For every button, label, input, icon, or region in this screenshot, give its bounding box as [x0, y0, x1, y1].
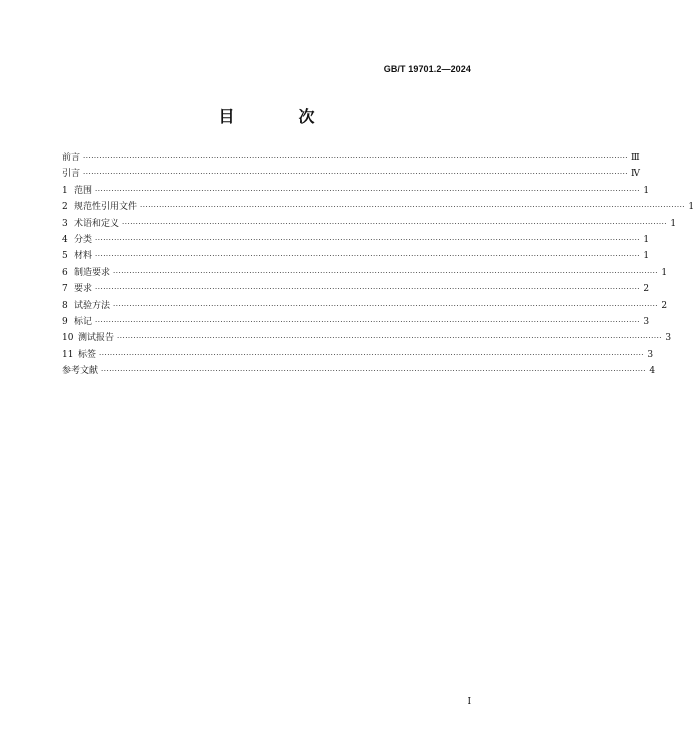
toc-entry-label: 术语和定义: [74, 218, 120, 229]
toc-entry-number: 2: [62, 202, 68, 213]
toc-entry[interactable]: [62, 248, 650, 264]
toc-entry-page: 3: [665, 333, 672, 344]
toc-entry-page: 3: [647, 349, 654, 360]
toc-entry-label: 分类: [74, 234, 93, 245]
toc-entry-page: 1: [643, 185, 650, 196]
toc-leader-dots: ········································································································································································································: [83, 154, 629, 162]
toc-entry[interactable]: [62, 232, 650, 248]
toc-entry-number: 4: [62, 234, 68, 245]
toc-entry-page: Ⅳ: [631, 169, 641, 180]
toc-entry-label: 引言: [62, 169, 81, 180]
page-number: I: [467, 697, 471, 707]
toc-entry-page: 1: [643, 251, 650, 262]
toc-entry-page: 2: [661, 300, 668, 311]
toc-entry-number: 10: [62, 333, 74, 344]
toc-entry[interactable]: [62, 166, 641, 182]
toc-entry[interactable]: [62, 330, 672, 346]
toc-entry[interactable]: [62, 363, 656, 379]
toc-entry-label: 试验方法: [74, 300, 111, 311]
toc-entry-label: 制造要求: [74, 267, 111, 278]
toc-leader-dots: ········································································································································································································: [122, 219, 668, 228]
toc-entry[interactable]: [62, 347, 654, 363]
table-of-contents: [62, 150, 694, 379]
toc-entry[interactable]: [62, 199, 694, 215]
toc-entry[interactable]: [62, 265, 668, 281]
toc-entry[interactable]: [62, 216, 677, 232]
toc-entry[interactable]: [62, 281, 650, 297]
standard-code: GB/T 19701.2—2024: [383, 64, 471, 74]
toc-leader-dots: ········································································································································································································: [140, 203, 686, 212]
toc-leader-dots: ········································································································································································································: [113, 301, 659, 310]
toc-leader-dots: ········································································································································································································: [95, 235, 641, 244]
toc-entry-page: 1: [688, 202, 694, 213]
toc-entry[interactable]: [62, 150, 640, 166]
toc-leader-dots: ········································································································································································································: [101, 367, 647, 376]
toc-leader-dots: ········································································································································································································: [95, 252, 641, 261]
toc-entry-label: 标签: [78, 349, 97, 360]
toc-leader-dots: ········································································································································································································: [113, 268, 659, 277]
page-title: 目 次: [218, 107, 339, 126]
toc-entry-number: 9: [62, 316, 68, 327]
toc-leader-dots: ········································································································································································································: [117, 334, 663, 343]
toc-entry-number: 6: [62, 267, 68, 278]
toc-entry-label: 前言: [62, 153, 81, 163]
toc-entry-number: 3: [62, 218, 68, 229]
toc-leader-dots: ········································································································································································································: [99, 350, 645, 359]
toc-entry-number: 1: [62, 185, 68, 196]
toc-entry-label: 材料: [74, 251, 93, 262]
toc-entry-page: 4: [649, 366, 656, 377]
toc-entry-page: 1: [670, 218, 677, 229]
toc-entry-page: 1: [661, 267, 668, 278]
toc-entry-page: 2: [643, 284, 650, 295]
toc-entry-page: Ⅲ: [631, 153, 640, 163]
toc-entry-label: 测试报告: [78, 333, 115, 344]
toc-entry[interactable]: [62, 298, 668, 314]
toc-leader-dots: ········································································································································································································: [95, 285, 641, 294]
toc-entry[interactable]: [62, 314, 650, 330]
toc-entry-label: 范围: [74, 185, 93, 196]
toc-entry-number: 5: [62, 251, 68, 262]
toc-leader-dots: ········································································································································································································: [83, 170, 629, 179]
toc-entry-page: 1: [643, 234, 650, 245]
toc-leader-dots: ········································································································································································································: [95, 186, 641, 195]
toc-entry-number: 8: [62, 300, 68, 311]
toc-entry-label: 要求: [74, 284, 93, 295]
toc-entry[interactable]: [62, 183, 650, 199]
toc-entry-label: 规范性引用文件: [74, 202, 138, 213]
toc-entry-page: 3: [643, 316, 650, 327]
toc-entry-number: 11: [62, 349, 74, 360]
toc-entry-label: 标记: [74, 316, 93, 327]
toc-entry-number: 7: [62, 284, 68, 295]
toc-leader-dots: ········································································································································································································: [95, 317, 641, 326]
toc-entry-label: 参考文献: [62, 366, 99, 377]
